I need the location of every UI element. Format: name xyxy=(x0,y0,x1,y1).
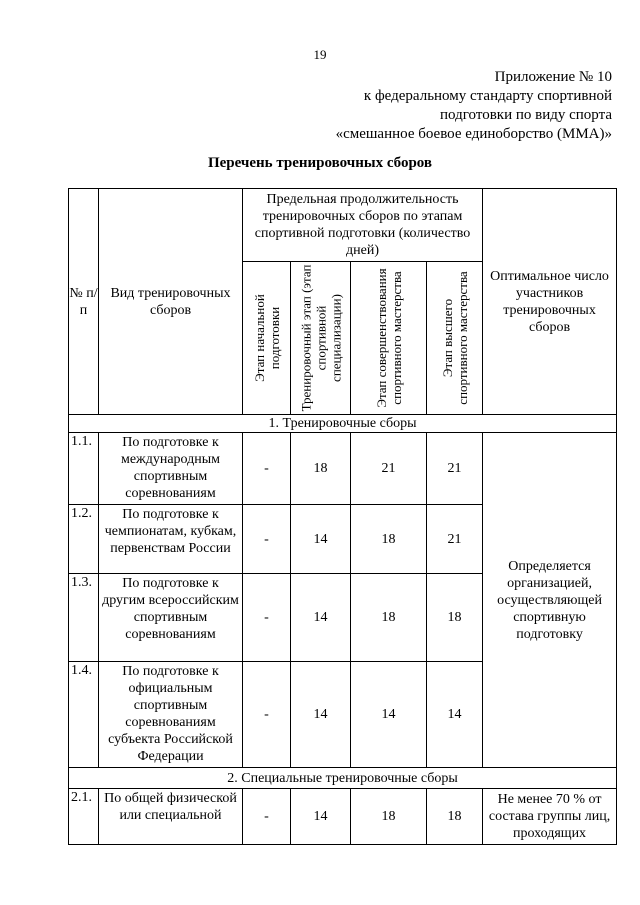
section-row-1 xyxy=(69,415,617,433)
row-stage-3: 18 xyxy=(351,505,427,574)
row-stage-3: 18 xyxy=(351,574,427,662)
row-stage-3: 14 xyxy=(351,662,427,768)
row-stage-2: 14 xyxy=(291,789,351,845)
table-row xyxy=(69,433,617,505)
header-stage-4 xyxy=(427,262,483,415)
row-num: 1.1. xyxy=(69,433,99,505)
row-num: 1.2. xyxy=(69,505,99,574)
row-stage-1: - xyxy=(243,505,291,574)
header-kind: Вид тренировочных сборов xyxy=(99,189,243,415)
section-1-title: 1. Тренировочные сборы xyxy=(69,415,617,433)
appendix-header xyxy=(336,68,612,144)
row-num: 1.3. xyxy=(69,574,99,662)
header-row xyxy=(69,189,617,262)
stage-2-label: Тренировочный этап (этап спортивной специализации) xyxy=(298,264,343,412)
appendix-line-3: подготовки по виду спорта xyxy=(440,107,612,123)
header-optimal: Оптимальное число участников тренировочных сборов xyxy=(483,189,617,415)
row-kind: По подготовке к другим всероссийским спортивным соревнованиям xyxy=(99,574,243,662)
row-kind: По подготовке к международным спортивным соревнованиям xyxy=(99,433,243,505)
row-num: 1.4. xyxy=(69,662,99,768)
table-row xyxy=(69,789,617,845)
row-stage-4: 21 xyxy=(427,505,483,574)
section-2-title: 2. Специальные тренировочные сборы xyxy=(69,768,617,789)
row-kind: По подготовке к чемпионатам, кубкам, первенствам России xyxy=(99,505,243,574)
header-stage-1 xyxy=(243,262,291,415)
appendix-line-2: к федеральному стандарту спортивной xyxy=(363,88,612,104)
appendix-line-4: «смешанное боевое единоборство (ММА)» xyxy=(335,126,612,142)
header-num: № п/п xyxy=(69,189,99,415)
row-stage-2: 14 xyxy=(291,574,351,662)
header-duration: Предельная продолжительность тренировочных сборов по этапам спортивной подготовки (количество дней) xyxy=(243,189,483,262)
row-stage-4: 21 xyxy=(427,433,483,505)
row-stage-2: 14 xyxy=(291,662,351,768)
row-kind: По подготовке к официальным спортивным соревнованиям субъекта Российской Федерации xyxy=(99,662,243,768)
stage-1-label: Этап начальной подготовки xyxy=(251,294,282,382)
row-stage-4: 14 xyxy=(427,662,483,768)
row-stage-4: 18 xyxy=(427,789,483,845)
header-stage-3 xyxy=(351,262,427,415)
row-stage-3: 21 xyxy=(351,433,427,505)
row-stage-1: - xyxy=(243,433,291,505)
document-title: Перечень тренировочных сборов xyxy=(207,155,433,171)
stage-3-label: Этап совершенствования спортивного мастерства xyxy=(373,268,404,408)
optimal-row-2-1: Не менее 70 % от состава группы лиц, проходящих xyxy=(483,789,617,845)
row-stage-4: 18 xyxy=(427,574,483,662)
row-stage-2: 14 xyxy=(291,505,351,574)
page-number: 19 xyxy=(313,47,327,62)
header-stage-2 xyxy=(291,262,351,415)
training-camps-table xyxy=(68,188,617,845)
section-row-2 xyxy=(69,768,617,789)
appendix-line-1: Приложение № 10 xyxy=(494,69,612,85)
row-num: 2.1. xyxy=(69,789,99,845)
row-stage-2: 18 xyxy=(291,433,351,505)
row-stage-1: - xyxy=(243,574,291,662)
row-stage-1: - xyxy=(243,789,291,845)
stage-4-label: Этап высшего спортивного мастерства xyxy=(439,271,470,405)
row-stage-3: 18 xyxy=(351,789,427,845)
row-kind: По общей физической или специальной xyxy=(99,789,243,845)
row-stage-1: - xyxy=(243,662,291,768)
optimal-section-1: Определяется организацией, осуществляющей спортивную подготовку xyxy=(483,433,617,768)
